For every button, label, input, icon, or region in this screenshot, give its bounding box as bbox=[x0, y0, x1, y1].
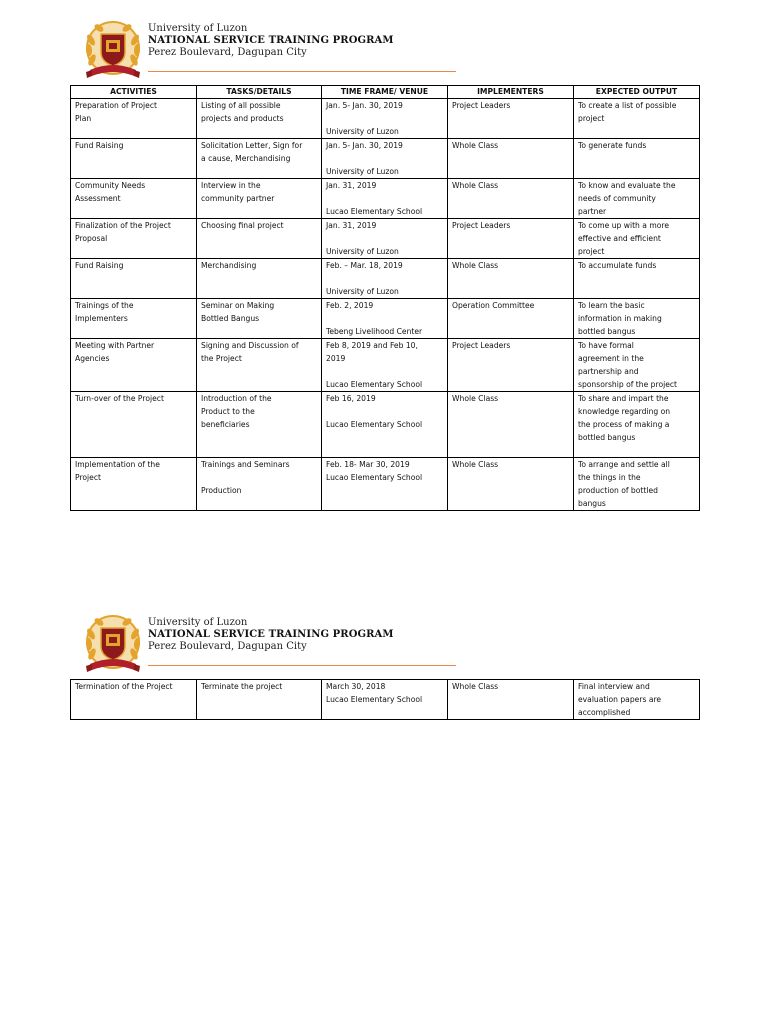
time-venue-cell bbox=[322, 458, 448, 511]
expected-output-cell bbox=[574, 259, 700, 299]
implementers-cell bbox=[448, 259, 574, 299]
cell-text: sponsorship of the project bbox=[578, 380, 678, 389]
time-venue-cell bbox=[322, 299, 448, 339]
activity-cell bbox=[71, 458, 197, 511]
cell-text: beneficiaries bbox=[201, 420, 250, 429]
implementers-cell bbox=[448, 99, 574, 139]
implementers-cell bbox=[448, 458, 574, 511]
activity-cell bbox=[71, 99, 197, 139]
university-seal-icon bbox=[84, 612, 142, 678]
cell-text: Solicitation Letter, Sign for bbox=[201, 141, 303, 150]
cell-text: To create a list of possible bbox=[578, 101, 677, 110]
cell-text: bangus bbox=[578, 499, 606, 508]
cell-text: knowledge regarding on bbox=[578, 407, 671, 416]
cell-text: Jan. 5- Jan. 30, 2019 bbox=[326, 101, 403, 110]
cell-text: Proposal bbox=[75, 234, 108, 243]
cell-text: Whole Class bbox=[452, 141, 499, 150]
expected-output-cell bbox=[574, 339, 700, 392]
cell-text: Trainings of the bbox=[75, 301, 134, 310]
cell-text: Jan. 31, 2019 bbox=[326, 181, 377, 190]
table-body bbox=[71, 680, 700, 720]
cell-text: To know and evaluate the bbox=[578, 181, 676, 190]
implementers-cell bbox=[448, 179, 574, 219]
cell-text: Termination of the Project bbox=[75, 682, 173, 691]
cell-text: project bbox=[578, 114, 605, 123]
time-venue-cell bbox=[322, 392, 448, 458]
cell-gap bbox=[326, 112, 443, 125]
expected-output-cell bbox=[574, 458, 700, 511]
cell-text: Choosing final project bbox=[201, 221, 284, 230]
program-title: NATIONAL SERVICE TRAINING PROGRAM bbox=[148, 629, 394, 640]
cell-text: community partner bbox=[201, 194, 275, 203]
cell-text: Terminate the project bbox=[201, 682, 283, 691]
project-plan-table bbox=[70, 85, 700, 511]
cell-gap bbox=[326, 152, 443, 165]
cell-text: Operation Committee bbox=[452, 301, 535, 310]
header-expected-output: EXPECTED OUTPUT bbox=[574, 86, 700, 99]
cell-gap bbox=[201, 471, 317, 484]
cell-text: accomplished bbox=[578, 708, 631, 717]
cell-text: University of Luzon bbox=[326, 127, 399, 136]
cell-text: Fund Raising bbox=[75, 141, 124, 150]
cell-text: agreement in the bbox=[578, 354, 644, 363]
table-row bbox=[71, 339, 700, 392]
cell-text: Feb. – Mar. 18, 2019 bbox=[326, 261, 403, 270]
table-row bbox=[71, 458, 700, 511]
cell-text: bottled bangus bbox=[578, 327, 636, 336]
header-time-frame-venue: TIME FRAME/ VENUE bbox=[322, 86, 448, 99]
cell-text: Project Leaders bbox=[452, 221, 511, 230]
letterhead bbox=[84, 18, 464, 84]
cell-text: Signing and Discussion of bbox=[201, 341, 299, 350]
implementers-cell bbox=[448, 299, 574, 339]
task-cell bbox=[197, 219, 322, 259]
cell-text: To share and impart the bbox=[578, 394, 669, 403]
cell-text: Implementation of the bbox=[75, 460, 160, 469]
task-cell bbox=[197, 99, 322, 139]
cell-text: Finalization of the Project bbox=[75, 221, 171, 230]
time-venue-cell bbox=[322, 99, 448, 139]
implementers-cell bbox=[448, 392, 574, 458]
cell-text: Jan. 31, 2019 bbox=[326, 221, 377, 230]
expected-output-cell bbox=[574, 139, 700, 179]
university-address: Perez Boulevard, Dagupan City bbox=[148, 47, 307, 58]
cell-text: Preparation of Project bbox=[75, 101, 157, 110]
cell-text: Project bbox=[75, 473, 101, 482]
cell-text: production of bottled bbox=[578, 486, 658, 495]
table-header-row bbox=[71, 86, 700, 99]
cell-gap bbox=[326, 232, 443, 245]
cell-text: Merchandising bbox=[201, 261, 257, 270]
cell-text: Product to the bbox=[201, 407, 255, 416]
cell-text: Whole Class bbox=[452, 682, 499, 691]
cell-text: project bbox=[578, 247, 605, 256]
activity-cell bbox=[71, 680, 197, 720]
task-cell bbox=[197, 458, 322, 511]
cell-text: Jan. 5- Jan. 30, 2019 bbox=[326, 141, 403, 150]
table-body bbox=[71, 99, 700, 511]
cell-text: Community Needs bbox=[75, 181, 146, 190]
project-plan-table-continued bbox=[70, 679, 700, 720]
header-implementers: IMPLEMENTERS bbox=[448, 86, 574, 99]
letterhead-divider bbox=[148, 71, 456, 72]
cell-gap bbox=[326, 365, 443, 378]
letterhead-text bbox=[148, 23, 394, 59]
task-cell bbox=[197, 139, 322, 179]
cell-text: Interview in the bbox=[201, 181, 261, 190]
task-cell bbox=[197, 299, 322, 339]
activity-cell bbox=[71, 219, 197, 259]
cell-text: University of Luzon bbox=[326, 167, 399, 176]
cell-text: Whole Class bbox=[452, 460, 499, 469]
cell-text: To have formal bbox=[578, 341, 634, 350]
cell-text: Final interview and bbox=[578, 682, 650, 691]
table-row bbox=[71, 299, 700, 339]
task-cell bbox=[197, 680, 322, 720]
activity-cell bbox=[71, 339, 197, 392]
cell-text: Bottled Bangus bbox=[201, 314, 260, 323]
header-activities: ACTIVITIES bbox=[71, 86, 197, 99]
cell-text: Fund Raising bbox=[75, 261, 124, 270]
cell-text: information in making bbox=[578, 314, 662, 323]
activity-cell bbox=[71, 179, 197, 219]
time-venue-cell bbox=[322, 179, 448, 219]
task-cell bbox=[197, 339, 322, 392]
cell-text: effective and efficient bbox=[578, 234, 661, 243]
cell-text: Project Leaders bbox=[452, 101, 511, 110]
university-name: University of Luzon bbox=[148, 23, 248, 34]
cell-text: Lucao Elementary School bbox=[326, 473, 423, 482]
cell-text: Feb 16, 2019 bbox=[326, 394, 376, 403]
task-cell bbox=[197, 259, 322, 299]
table-row bbox=[71, 219, 700, 259]
cell-text: a cause, Merchandising bbox=[201, 154, 291, 163]
letterhead-text bbox=[148, 617, 394, 653]
expected-output-cell bbox=[574, 392, 700, 458]
cell-text: Listing of all possible bbox=[201, 101, 281, 110]
time-venue-cell bbox=[322, 219, 448, 259]
task-cell bbox=[197, 392, 322, 458]
cell-text: Turn-over of the Project bbox=[75, 394, 164, 403]
cell-text: Assessment bbox=[75, 194, 121, 203]
cell-text: Feb. 18- Mar 30, 2019 bbox=[326, 460, 410, 469]
implementers-cell bbox=[448, 680, 574, 720]
header-tasks-details: TASKS/DETAILS bbox=[197, 86, 322, 99]
cell-text: Lucao Elementary School bbox=[326, 420, 423, 429]
activity-cell bbox=[71, 392, 197, 458]
cell-text: Whole Class bbox=[452, 394, 499, 403]
cell-text: partnership and bbox=[578, 367, 639, 376]
table-row bbox=[71, 179, 700, 219]
task-cell bbox=[197, 179, 322, 219]
cell-text: Seminar on Making bbox=[201, 301, 275, 310]
cell-text: Meeting with Partner bbox=[75, 341, 155, 350]
cell-text: Project Leaders bbox=[452, 341, 511, 350]
cell-text: partner bbox=[578, 207, 607, 216]
cell-text: Trainings and Seminars bbox=[201, 460, 290, 469]
cell-text: bottled bangus bbox=[578, 433, 636, 442]
cell-text: Lucao Elementary School bbox=[326, 380, 423, 389]
cell-text: Lucao Elementary School bbox=[326, 207, 423, 216]
cell-text: To accumulate funds bbox=[578, 261, 657, 270]
cell-text: 2019 bbox=[326, 354, 346, 363]
cell-text: To come up with a more bbox=[578, 221, 670, 230]
cell-text: Agencies bbox=[75, 354, 110, 363]
cell-gap bbox=[326, 405, 443, 418]
table-row bbox=[71, 680, 700, 720]
university-name: University of Luzon bbox=[148, 617, 248, 628]
table-row bbox=[71, 259, 700, 299]
expected-output-cell bbox=[574, 179, 700, 219]
activity-cell bbox=[71, 139, 197, 179]
cell-text: evaluation papers are bbox=[578, 695, 662, 704]
cell-text: To learn the basic bbox=[578, 301, 645, 310]
letterhead-page-2 bbox=[84, 612, 464, 678]
cell-gap bbox=[326, 272, 443, 285]
cell-text: To generate funds bbox=[578, 141, 647, 150]
time-venue-cell bbox=[322, 259, 448, 299]
table-row bbox=[71, 99, 700, 139]
university-seal-icon bbox=[84, 18, 142, 84]
cell-text: Production bbox=[201, 486, 242, 495]
time-venue-cell bbox=[322, 339, 448, 392]
time-venue-cell bbox=[322, 680, 448, 720]
activity-cell bbox=[71, 299, 197, 339]
cell-text: University of Luzon bbox=[326, 287, 399, 296]
cell-gap bbox=[326, 312, 443, 325]
cell-text: Tebeng Livelihood Center bbox=[326, 327, 423, 336]
cell-text: the process of making a bbox=[578, 420, 670, 429]
cell-text: the things in the bbox=[578, 473, 641, 482]
implementers-cell bbox=[448, 219, 574, 259]
cell-text: University of Luzon bbox=[326, 247, 399, 256]
table-row bbox=[71, 139, 700, 179]
cell-text: Plan bbox=[75, 114, 92, 123]
cell-gap bbox=[326, 192, 443, 205]
expected-output-cell bbox=[574, 299, 700, 339]
implementers-cell bbox=[448, 139, 574, 179]
cell-text: the Project bbox=[201, 354, 242, 363]
expected-output-cell bbox=[574, 219, 700, 259]
cell-text: Lucao Elementary School bbox=[326, 695, 423, 704]
implementers-cell bbox=[448, 339, 574, 392]
letterhead-divider bbox=[148, 665, 456, 666]
table-row bbox=[71, 392, 700, 458]
program-title: NATIONAL SERVICE TRAINING PROGRAM bbox=[148, 35, 394, 46]
cell-text: Introduction of the bbox=[201, 394, 272, 403]
cell-text: Feb 8, 2019 and Feb 10, bbox=[326, 341, 418, 350]
cell-text: projects and products bbox=[201, 114, 284, 123]
cell-text: Implementers bbox=[75, 314, 128, 323]
cell-text: March 30, 2018 bbox=[326, 682, 386, 691]
time-venue-cell bbox=[322, 139, 448, 179]
cell-text: Whole Class bbox=[452, 261, 499, 270]
activity-cell bbox=[71, 259, 197, 299]
cell-text: Whole Class bbox=[452, 181, 499, 190]
expected-output-cell bbox=[574, 99, 700, 139]
university-address: Perez Boulevard, Dagupan City bbox=[148, 641, 307, 652]
cell-text: needs of community bbox=[578, 194, 656, 203]
cell-text: Feb. 2, 2019 bbox=[326, 301, 374, 310]
cell-text: To arrange and settle all bbox=[578, 460, 670, 469]
expected-output-cell bbox=[574, 680, 700, 720]
